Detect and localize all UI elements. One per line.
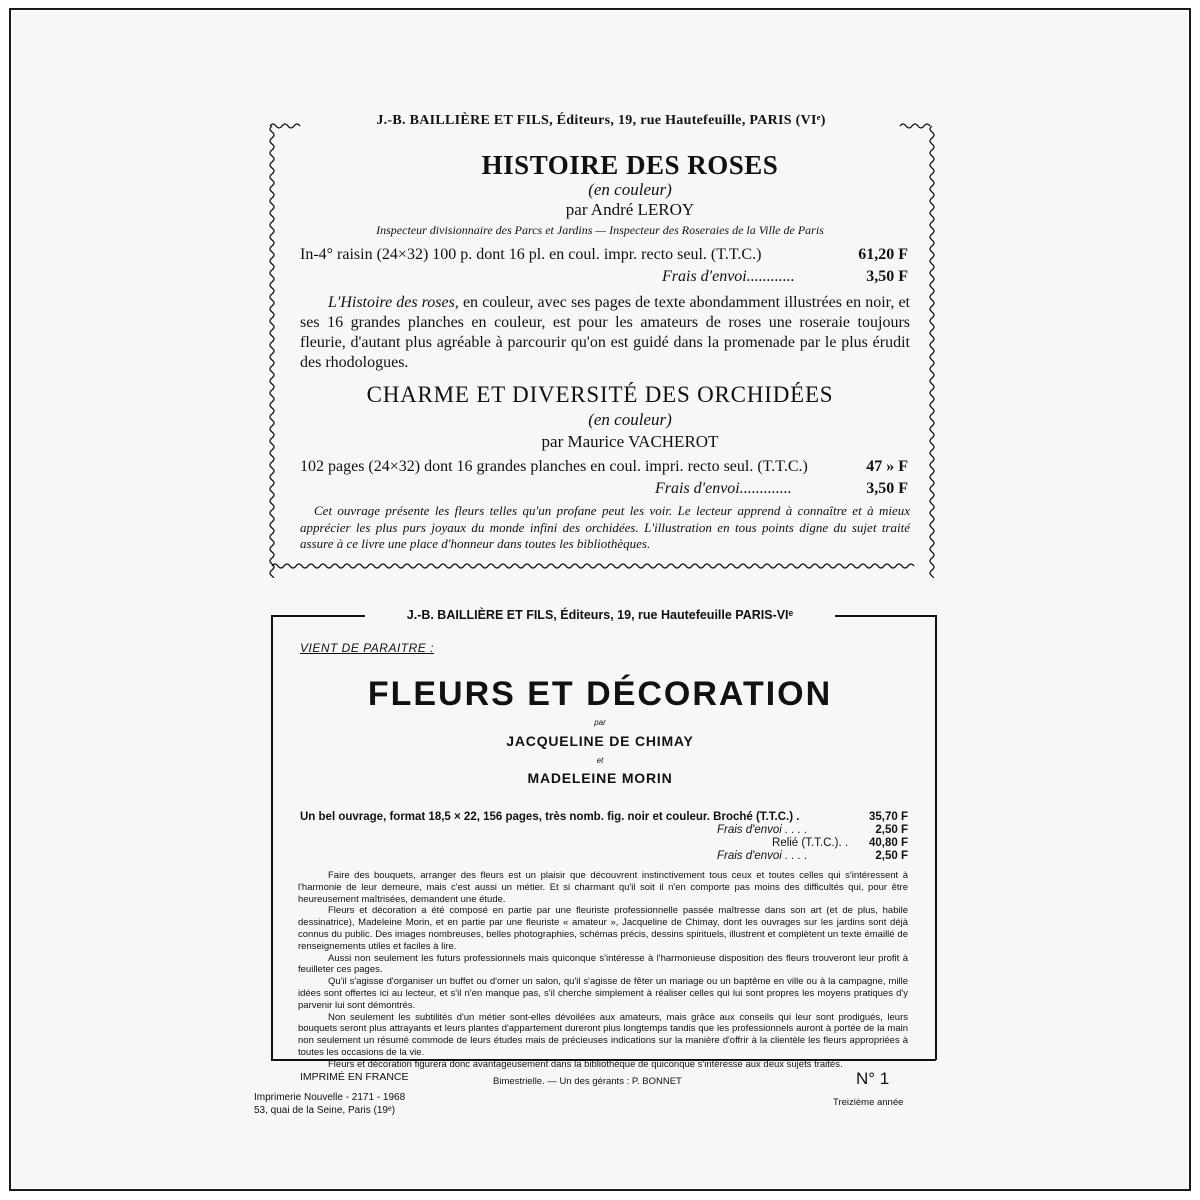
desc-paragraph: Aussi non seulement les futurs professionnels mais quiconque s'intéresse à l'harmonieuse disposition des fleurs trouveront leur profit à feuilleter ces pages. [298, 952, 908, 976]
shipping-label: Frais d'envoi............. [655, 480, 792, 497]
printed-in-france: IMPRIMÉ EN FRANCE [300, 1071, 409, 1083]
author-morin: MADELEINE MORIN [527, 770, 673, 786]
new-release-label: VIENT DE PARAITRE : [300, 641, 434, 655]
printer-address: 53, quai de la Seine, Paris (19ᵉ) [254, 1105, 396, 1116]
desc-paragraph: Qu'il s'agisse d'organiser un buffet ou d'orner un salon, qu'il s'agisse de fêter un mariage ou un baptême en ville ou à la campagne, mille idées sont offertes ici au lecteur, et s'il n'en manque pas, s'il cherche simplement à réaliser celles qui lui sont propres les moyens pratiques d'y parvenir lui sont démontrés. [298, 976, 908, 1011]
desc-body: , en couleur, avec ses pages de texte abondamment illustrées en noir, et ses 16 grandes planches en couleur, est pour les amateurs de roses une roseraie toujours fleurie, d'autant plus agréable à parcourir qu'on est guidé dans la promenade par le plus érudit des rhodologues. [300, 294, 910, 371]
book-subtitle-orchidees: (en couleur) [588, 410, 672, 429]
shipping-value: 3,50 F [866, 480, 908, 497]
shipping-line-relie [300, 850, 908, 865]
desc-paragraph: Faire des bouquets, arranger des fleurs est un plaisir que découvrent instinctivement tous ceux et toutes celles qui s'intéressent à l'harmonie de leur demeure, mais c'est aussi un métier. Et si charmant qu'il soit il n'en comporte pas moins des difficultés qui, pour être heureusement maîtrisées, demandent une étude. [298, 870, 908, 905]
book-description-fleurs [298, 870, 908, 1071]
wavy-border-bottom [272, 564, 914, 568]
shipping-label: Frais d'envoi............ [662, 268, 795, 285]
year-of-publication: Treizième année [833, 1097, 904, 1108]
relie-label: Relié (T.T.C.). . [772, 837, 849, 849]
price-line-roses [300, 246, 908, 266]
printer-name: Imprimerie Nouvelle - 2171 - 1968 [254, 1092, 406, 1103]
book-title-orchidees: CHARME ET DIVERSITÉ DES ORCHIDÉES [366, 382, 834, 407]
book-author-roses: par André LEROY [565, 200, 695, 219]
desc-paragraph: Fleurs et décoration a été composé en partie par une fleuriste professionnelle passée maîtresse dans son art (et de plus, habile dessinatrice), Madeleine Morin, et en partie par une fleuriste « amateur », Jacqueline de Chimay, dont les ouvrages sur les jardins sont déjà connus du public. Des images nombreuses, belles photographies, schémas précis, dessins spirituels, illustrent et complètent un texte émaillé de renseignements utiles et faciles à lire. [298, 905, 908, 952]
shipping-value: 3,50 F [866, 268, 908, 285]
wavy-border-top-left [270, 124, 300, 128]
price-label: 102 pages (24×32) dont 16 grandes planches en coul. impri. recto seul. (T.T.C.) [300, 458, 808, 475]
shipping-value: 2,50 F [875, 824, 908, 836]
periodicity-manager: Bimestrielle. — Un des gérants : P. BONNET [493, 1076, 682, 1087]
price-value: 35,70 F [869, 811, 908, 823]
price-value: 47 » F [866, 458, 908, 475]
shipping-line-roses [300, 268, 908, 288]
book-title-roses: HISTOIRE DES ROSES [481, 150, 779, 180]
wavy-border-top-right [900, 124, 930, 128]
price-label: In-4° raisin (24×32) 100 p. dont 16 pl. en coul. impr. recto seul. (T.T.C.) [300, 246, 762, 263]
desc-book-title: L'Histoire des roses [328, 294, 455, 311]
desc-paragraph: Non seulement les subtilités d'un métier sont-elles dévoilées aux amateurs, mais grâce aux conseils qui leur sont prodigués, leurs bouquets seront plus attrayants et leurs plantes d'appartement dureront plus longtemps tandis que les professionnels auront à portée de la main non seulement un résumé commode de leurs études mais de précieuses indications sur la manière d'offrir à la clientèle les fleurs appropriées à toutes les occasions de la vie. [298, 1011, 908, 1058]
shipping-label: Frais d'envoi . . . . [717, 824, 808, 836]
shipping-value: 2,50 F [875, 850, 908, 862]
book-title-fleurs: FLEURS ET DÉCORATION [367, 675, 833, 713]
book-subtitle-roses: (en couleur) [588, 180, 672, 199]
issue-number: N° 1 [856, 1069, 890, 1088]
shipping-line-orchidees [300, 480, 908, 500]
wavy-border-right [930, 126, 934, 578]
box-border-left [271, 615, 273, 1060]
book-description-orchidees [300, 503, 910, 553]
shipping-label: Frais d'envoi . . . . [717, 850, 808, 862]
publisher-header-bottom: J.-B. BAILLIÈRE ET FILS, Éditeurs, 19, rue Hautefeuille PARIS-VIᵉ [406, 608, 794, 622]
price-value: 61,20 F [858, 246, 908, 263]
author-affiliation: Inspecteur divisionnaire des Parcs et Jardins — Inspecteur des Roseraies de la Ville de Paris [376, 223, 824, 237]
book-author-orchidees: par Maurice VACHEROT [541, 432, 719, 451]
and-label: et [596, 756, 604, 765]
desc-body: Cet ouvrage présente les fleurs telles qu'un profane peut les voir. Le lecteur apprend à connaître et à mieux apprécier les plus purs joyaux du monde infini des orchidées. L'illustration en tous points digne du sujet traité assure à ce livre une place d'honneur dans toutes les bibliothèques. [300, 503, 910, 551]
by-label: par [594, 718, 606, 727]
relie-value: 40,80 F [869, 837, 908, 849]
author-chimay: JACQUELINE DE CHIMAY [506, 733, 694, 749]
price-label: Un bel ouvrage, format 18,5 × 22, 156 pages, très nomb. fig. noir et couleur. Broché (T.T.C.) . [300, 811, 800, 823]
price-line-orchidees [300, 458, 908, 478]
book-description-roses [300, 293, 910, 373]
publisher-header-top: J.-B. BAILLIÈRE ET FILS, Éditeurs, 19, rue Hautefeuille, PARIS (VIᵉ) [376, 113, 826, 128]
wavy-border-left [270, 126, 274, 578]
box-border-right [935, 615, 937, 1060]
desc-paragraph: Fleurs et décoration figurera donc avantageusement dans la bibliothèque de quiconque s'intéresse aux deux sujets traités. [328, 1058, 843, 1070]
